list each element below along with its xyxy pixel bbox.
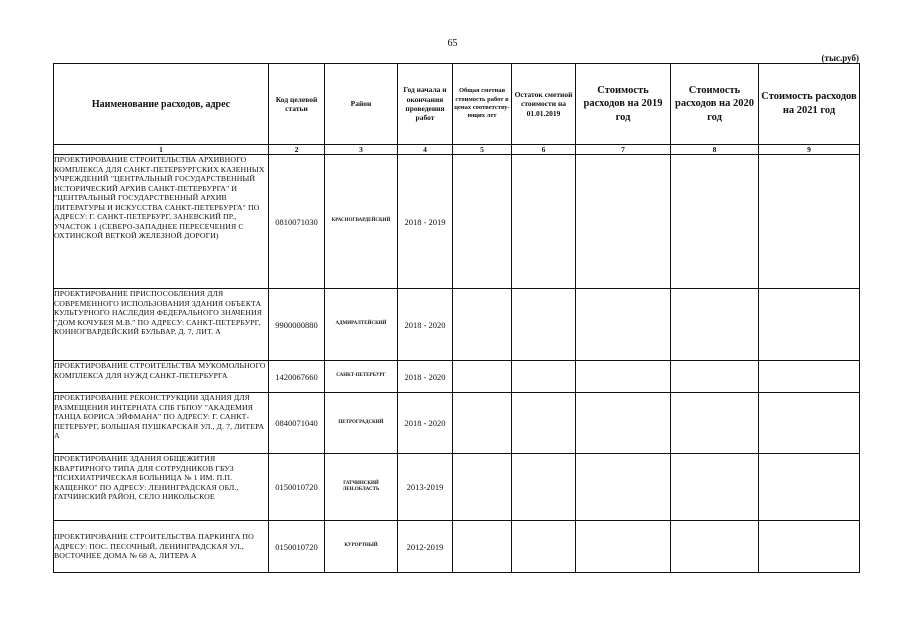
row-cost-2021 (759, 454, 860, 521)
row-name: ПРОЕКТИРОВАНИЕ СТРОИТЕЛЬСТВА ПАРКИНГА ПО АДРЕСУ: ПОС. ПЕСОЧНЫЙ, ЛЕНИНГРАДСКАЯ УЛ., ВОСТОЧНЕЕ ДОМА № 68 А, ЛИТЕРА А (54, 521, 269, 573)
row-cost-2020 (671, 361, 759, 393)
row-total-cost (453, 521, 512, 573)
header-total-cost: Общая сметная стоимость работ в ценах соответству-ющих лет (453, 64, 512, 145)
row-total-cost (453, 289, 512, 361)
row-period: 2012-2019 (398, 521, 453, 573)
row-name: ПРОЕКТИРОВАНИЕ РЕКОНСТРУКЦИИ ЗДАНИЯ ДЛЯ РАЗМЕЩЕНИЯ ИНТЕРНАТА СПБ ГБПОУ "АКАДЕМИЯ ТАНЦА БОРИСА ЭЙФМАНА" ПО АДРЕСУ: Г. САНКТ-ПЕТЕРБУРГ, БОЛЬШАЯ ПУШКАРСКАЯ УЛ., Д. 7, ЛИТЕРА А (54, 393, 269, 454)
column-number: 1 (54, 145, 269, 155)
row-total-cost (453, 393, 512, 454)
column-number-row (54, 145, 860, 155)
table-row (54, 521, 860, 573)
row-district: ПЕТРОГРАДСКИЙ (325, 393, 398, 454)
row-code: 0840071040 (269, 393, 325, 454)
row-name: ПРОЕКТИРОВАНИЕ СТРОИТЕЛЬСТВА АРХИВНОГО КОМПЛЕКСА ДЛЯ САНКТ-ПЕТЕРБУРГСКИХ КАЗЕННЫХ УЧРЕЖДЕНИЙ "ЦЕНТРАЛЬНЫЙ ГОСУДАРСТВЕННЫЙ ИСТОРИЧЕСКИЙ АРХИВ САНКТ-ПЕТЕРБУРГА" И "ЦЕНТРАЛЬНЫЙ ГОСУДАРСТВЕННЫЙ АРХИВ ЛИТЕРАТУРЫ И ИСКУССТВА САНКТ-ПЕТЕРБУРГА" ПО АДРЕСУ: Г. САНКТ-ПЕТЕРБУРГ, ЗАНЕВСКИЙ ПР., УЧАСТОК 1 (СЕВЕРО-ЗАПАДНЕЕ ПЕРЕСЕЧЕНИЯ С ОХТИНСКОЙ ВЕТКОЙ ЖЕЛЕЗНОЙ ДОРОГИ) (54, 155, 269, 289)
row-period: 2018 - 2020 (398, 289, 453, 361)
row-balance (512, 361, 576, 393)
row-balance (512, 521, 576, 573)
table-row (54, 361, 860, 393)
column-number: 4 (398, 145, 453, 155)
expenses-table (53, 63, 860, 573)
header-period: Год начала и окончания проведения работ (398, 64, 453, 145)
row-name: ПРОЕКТИРОВАНИЕ СТРОИТЕЛЬСТВА МУКОМОЛЬНОГО КОМПЛЕКСА ДЛЯ НУЖД САНКТ-ПЕТЕРБУРГА (54, 361, 269, 393)
row-district: КУРОРТНЫЙ (325, 521, 398, 573)
column-number: 9 (759, 145, 860, 155)
row-cost-2020 (671, 393, 759, 454)
header-code: Код целевой статьи (269, 64, 325, 145)
row-cost-2020 (671, 289, 759, 361)
row-cost-2021 (759, 361, 860, 393)
table-row (54, 155, 860, 289)
unit-note: (тыс.руб) (821, 53, 859, 63)
header-row (54, 64, 860, 145)
header-district: Район (325, 64, 398, 145)
column-number: 6 (512, 145, 576, 155)
row-district: САНКТ-ПЕТЕРБУРГ (325, 361, 398, 393)
header-cost-2020: Стоимость расходов на 2020 год (671, 64, 759, 145)
row-cost-2019 (576, 155, 671, 289)
row-cost-2019 (576, 361, 671, 393)
column-number: 7 (576, 145, 671, 155)
row-balance (512, 289, 576, 361)
row-cost-2021 (759, 289, 860, 361)
table-row (54, 393, 860, 454)
row-cost-2019 (576, 393, 671, 454)
header-name: Наименование расходов, адрес (54, 64, 269, 145)
row-name: ПРОЕКТИРОВАНИЕ ПРИСПОСОБЛЕНИЯ ДЛЯ СОВРЕМЕННОГО ИСПОЛЬЗОВАНИЯ ЗДАНИЯ ОБЪЕКТА КУЛЬТУРНОГО НАСЛЕДИЯ ФЕДЕРАЛЬНОГО ЗНАЧЕНИЯ "ДОМ КОЧУБЕЯ М.В." ПО АДРЕСУ: САНКТ-ПЕТЕРБУРГ, КОННОГВАРДЕЙСКИЙ БУЛЬВАР, Д. 7, ЛИТ. А (54, 289, 269, 361)
row-cost-2021 (759, 521, 860, 573)
row-period: 2018 - 2020 (398, 361, 453, 393)
row-code: 1420067660 (269, 361, 325, 393)
header-cost-2019: Стоимость расходов на 2019 год (576, 64, 671, 145)
row-code: 0150010720 (269, 454, 325, 521)
column-number: 2 (269, 145, 325, 155)
table-row (54, 289, 860, 361)
row-period: 2013-2019 (398, 454, 453, 521)
header-balance: Остаток сметной стоимости на 01.01.2019 (512, 64, 576, 145)
column-number: 5 (453, 145, 512, 155)
row-cost-2020 (671, 454, 759, 521)
table-row (54, 454, 860, 521)
row-district: КРАСНОГВАРДЕЙСКИЙ (325, 155, 398, 289)
row-balance (512, 155, 576, 289)
row-cost-2019 (576, 521, 671, 573)
header-cost-2021: Стоимость расходов на 2021 год (759, 64, 860, 145)
column-number: 8 (671, 145, 759, 155)
row-period: 2018 - 2019 (398, 155, 453, 289)
row-total-cost (453, 361, 512, 393)
row-code: 0810071030 (269, 155, 325, 289)
row-cost-2020 (671, 521, 759, 573)
row-cost-2020 (671, 155, 759, 289)
row-period: 2018 - 2020 (398, 393, 453, 454)
row-code: 0150010720 (269, 521, 325, 573)
row-balance (512, 454, 576, 521)
row-total-cost (453, 155, 512, 289)
row-cost-2021 (759, 393, 860, 454)
column-number: 3 (325, 145, 398, 155)
row-cost-2021 (759, 155, 860, 289)
row-district: АДМИРАЛТЕЙСКИЙ (325, 289, 398, 361)
row-district: ГАТЧИНСКИЙ ЛЕН.ОБЛАСТЬ (325, 454, 398, 521)
row-total-cost (453, 454, 512, 521)
row-balance (512, 393, 576, 454)
row-code: 9900000880 (269, 289, 325, 361)
page-number: 65 (447, 38, 458, 49)
row-cost-2019 (576, 454, 671, 521)
row-name: ПРОЕКТИРОВАНИЕ ЗДАНИЯ ОБЩЕЖИТИЯ КВАРТИРНОГО ТИПА ДЛЯ СОТРУДНИКОВ ГБУЗ "ПСИХИАТРИЧЕСКАЯ БОЛЬНИЦА № 1 ИМ. П.П. КАЩЕНКО" ПО АДРЕСУ: ЛЕНИНГРАДСКАЯ ОБЛ., ГАТЧИНСКИЙ РАЙОН, СЕЛО НИКОЛЬСКОЕ (54, 454, 269, 521)
row-cost-2019 (576, 289, 671, 361)
